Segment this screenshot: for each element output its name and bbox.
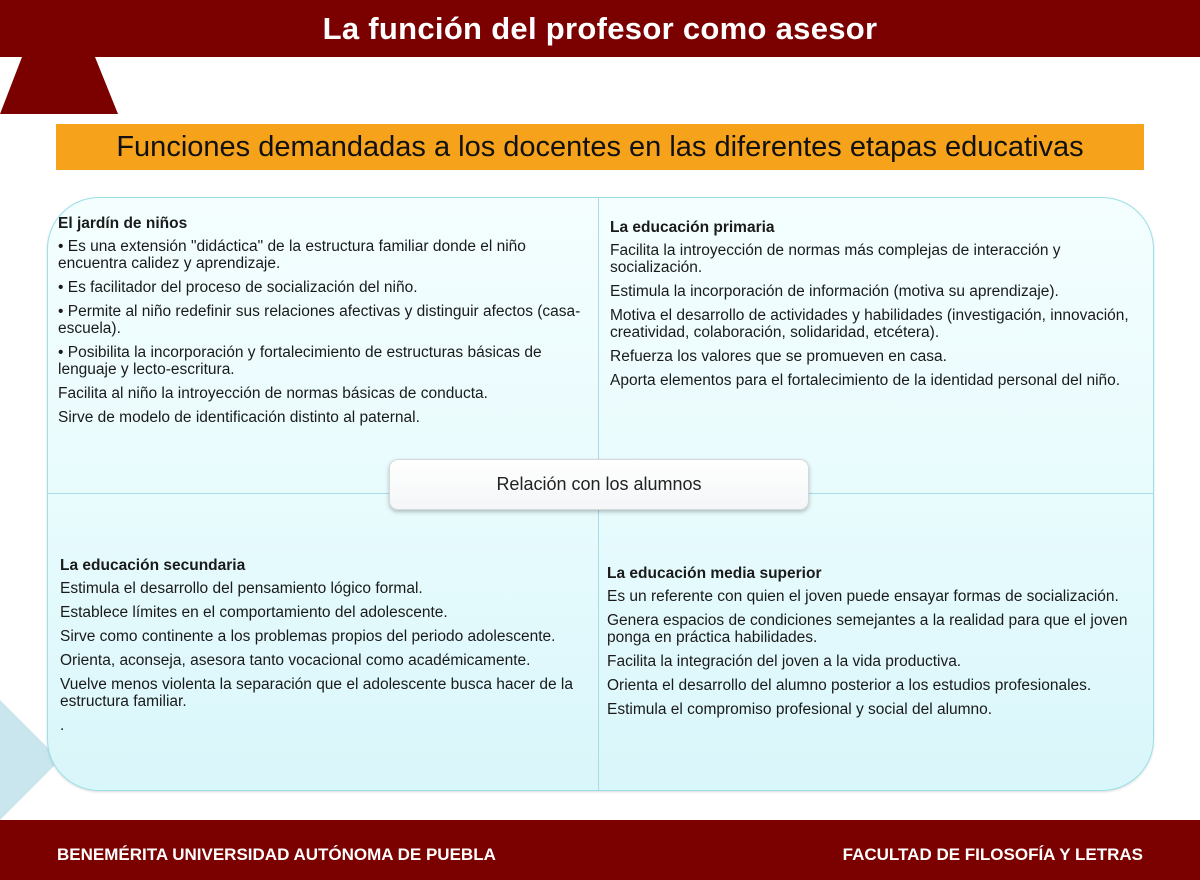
- list-item: Es un referente con quien el joven puede ensayar formas de socialización.: [607, 588, 1119, 605]
- list-item: • Es una extensión "didáctica" de la estructura familiar donde el niño encuentra calidez y aprendizaje.: [58, 238, 526, 272]
- quadrant-title: El jardín de niños: [58, 215, 188, 232]
- list-item: Sirve como continente a los problemas propios del periodo adolescente.: [60, 628, 556, 645]
- list-item: Establece límites en el comportamiento del adolescente.: [60, 604, 448, 621]
- quadrant-primary: [610, 219, 1142, 396]
- list-item: Sirve de modelo de identificación distinto al paternal.: [58, 409, 420, 426]
- list-item: Motiva el desarrollo de actividades y habilidades (investigación, innovación, creatividad, colaboración, solidaridad, etcétera).: [610, 307, 1129, 341]
- subtitle-text: Funciones demandadas a los docentes en las diferentes etapas educativas: [116, 130, 1084, 163]
- list-item: Aporta elementos para el fortalecimiento de la identidad personal del niño.: [610, 372, 1121, 389]
- footer-university: BENEMÉRITA UNIVERSIDAD AUTÓNOMA DE PUEBLA: [57, 845, 496, 864]
- list-item: Orienta, aconseja, asesora tanto vocacional como académicamente.: [60, 652, 531, 669]
- quadrant-secondary: [60, 557, 588, 741]
- list-item: Estimula el compromiso profesional y social del alumno.: [607, 701, 993, 718]
- center-label-box: [389, 459, 809, 510]
- list-item: • Permite al niño redefinir sus relaciones afectivas y distinguir afectos (casa-escuela).: [58, 303, 581, 337]
- footer-bar: [0, 820, 1200, 880]
- list-item: Facilita la integración del joven a la vida productiva.: [607, 653, 962, 670]
- footer-faculty: FACULTAD DE FILOSOFÍA Y LETRAS: [842, 845, 1143, 864]
- list-item: Genera espacios de condiciones semejantes a la realidad para que el joven ponga en práctica habilidades.: [607, 612, 1128, 646]
- quadrant-title: La educación media superior: [607, 565, 822, 582]
- list-item: .: [60, 717, 65, 734]
- header-bar: [0, 0, 1200, 57]
- quadrant-kindergarten: [58, 215, 588, 433]
- list-item: Estimula la incorporación de información (motiva su aprendizaje).: [610, 283, 1059, 300]
- quadrant-upper-secondary: [607, 565, 1137, 725]
- list-item: • Es facilitador del proceso de socialización del niño.: [58, 279, 418, 296]
- list-item: Estimula el desarrollo del pensamiento lógico formal.: [60, 580, 423, 597]
- list-item: • Posibilita la incorporación y fortalecimiento de estructuras básicas de lenguaje y lecto-escritura.: [58, 344, 542, 378]
- list-item: Refuerza los valores que se promueven en casa.: [610, 348, 947, 365]
- list-item: Facilita al niño la introyección de normas básicas de conducta.: [58, 385, 488, 402]
- list-item: Vuelve menos violenta la separación que el adolescente busca hacer de la estructura familiar.: [60, 676, 573, 710]
- decorative-triangle: [0, 57, 120, 114]
- list-item: Facilita la introyección de normas más complejas de interacción y socialización.: [610, 242, 1061, 276]
- center-label: Relación con los alumnos: [496, 474, 702, 494]
- subtitle-banner: [56, 124, 1144, 170]
- quadrant-title: La educación primaria: [610, 219, 775, 236]
- list-item: Orienta el desarrollo del alumno posterior a los estudios profesionales.: [607, 677, 1092, 694]
- quadrant-title: La educación secundaria: [60, 557, 246, 574]
- slide-title: La función del profesor como asesor: [322, 10, 878, 46]
